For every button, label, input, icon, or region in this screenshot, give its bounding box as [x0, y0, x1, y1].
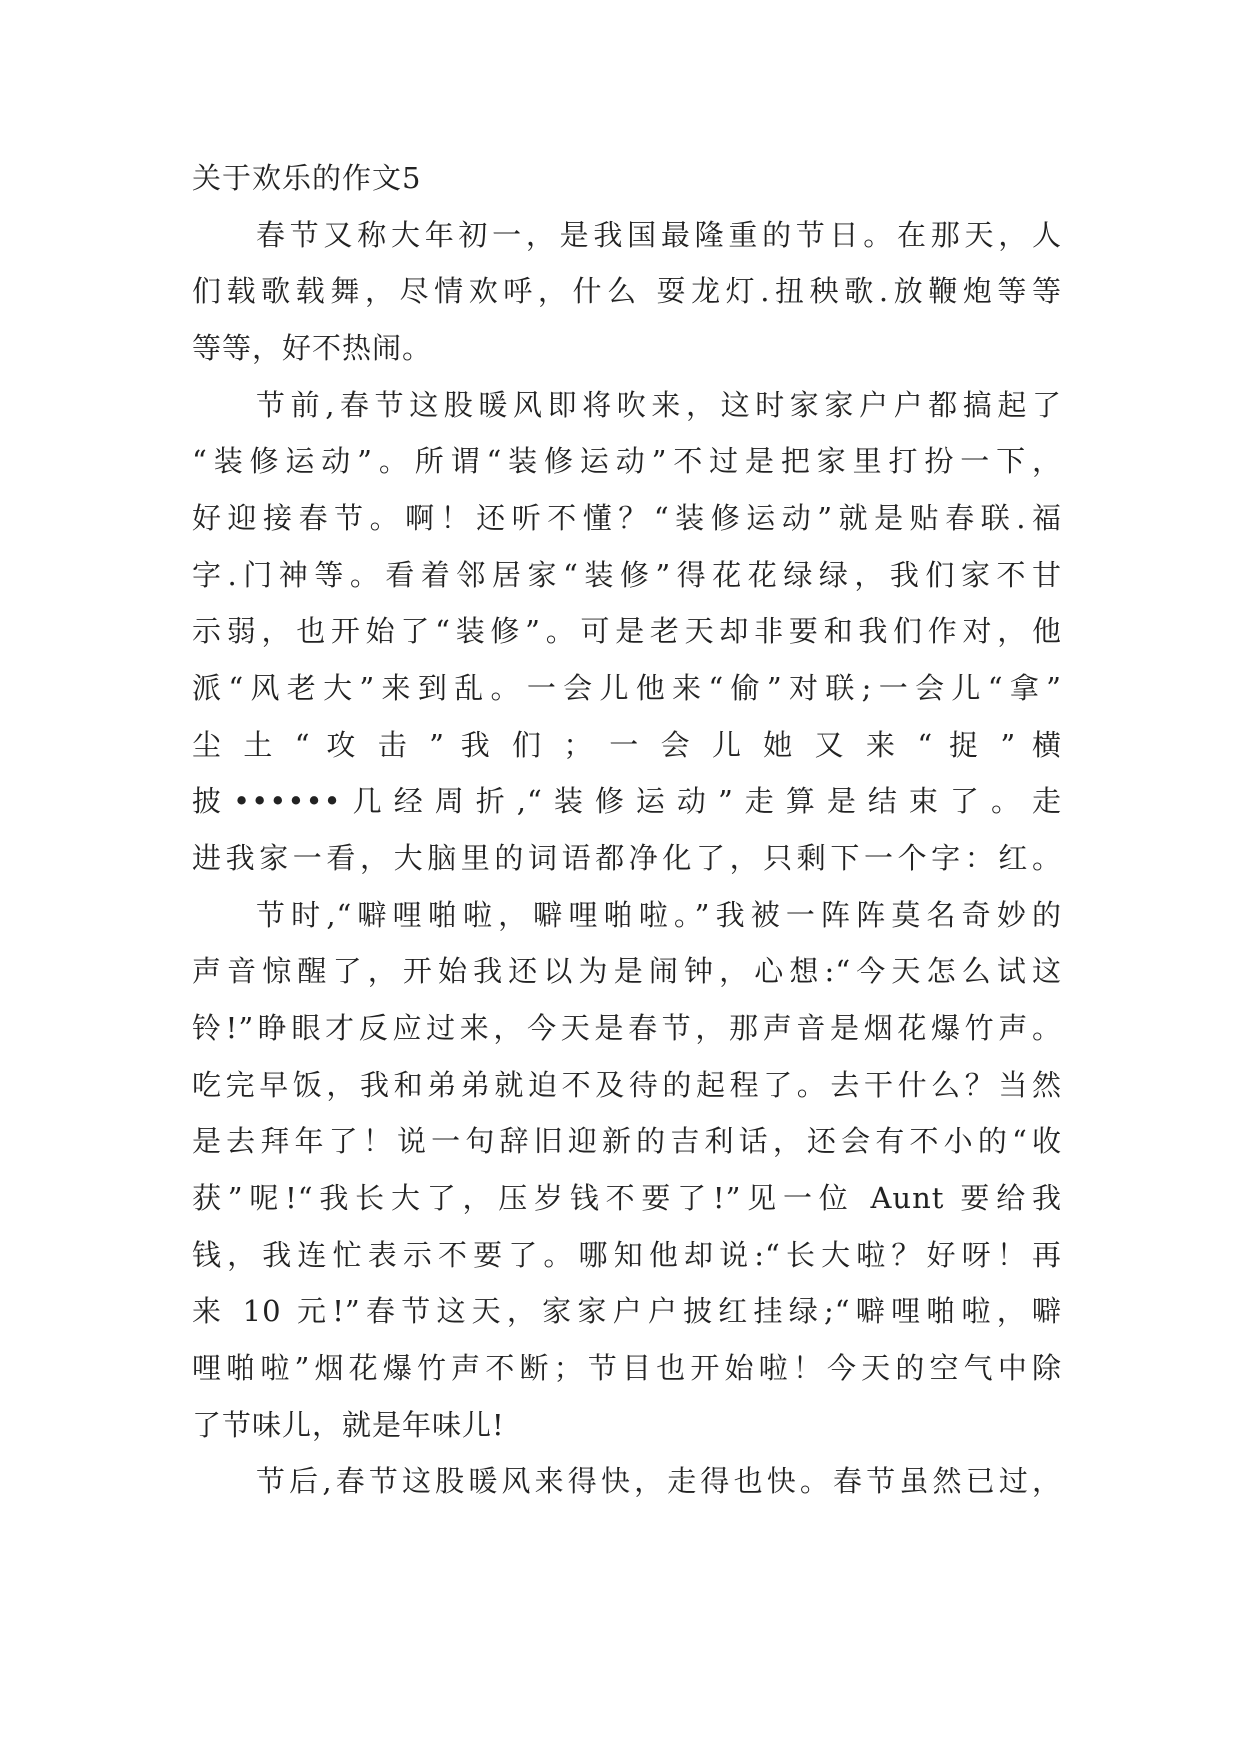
paragraph-3-line-4: 吃完早饭，我和弟弟就迫不及待的起程了。去干什么？当然 — [192, 1068, 1062, 1102]
paragraph-2-line-8: 披••••••几经周折,“装修运动”走算是结束了。走 — [192, 784, 1062, 818]
paragraph-1-line-2: 们载歌载舞，尽情欢呼，什么 耍龙灯.扭秧歌.放鞭炮等等 — [192, 274, 1062, 308]
paragraph-2-line-7: 尘 土 “ 攻 击 ” 我 们 ； 一 会 儿 她 又 来 “ 捉 ” 横 — [192, 728, 1062, 762]
paragraph-3-line-10: 了节味儿，就是年味儿! — [192, 1408, 505, 1442]
paragraph-2-line-1: 节前,春节这股暖风即将吹来，这时家家户户都搞起了 — [256, 388, 1062, 422]
paragraph-2-line-4: 字.门神等。看着邻居家“装修”得花花绿绿，我们家不甘 — [192, 558, 1062, 592]
paragraph-3-line-7: 钱，我连忙表示不要了。哪知他却说:“长大啦？好呀！再 — [192, 1238, 1062, 1272]
paragraph-2-line-3: 好迎接春节。啊！还听不懂？“装修运动”就是贴春联.福 — [192, 501, 1062, 535]
paragraph-3-line-9: 哩啪啦”烟花爆竹声不断；节目也开始啦！今天的空气中除 — [192, 1351, 1062, 1385]
paragraph-2-line-6: 派“风老大”来到乱。一会儿他来“偷”对联;一会儿“拿” — [192, 671, 1062, 705]
document-title: 关于欢乐的作文5 — [192, 161, 422, 195]
paragraph-1-line-1: 春节又称大年初一，是我国最隆重的节日。在那天，人 — [256, 218, 1062, 252]
paragraph-1-line-3: 等等，好不热闹。 — [192, 331, 433, 365]
paragraph-2-line-2: “装修运动”。所谓“装修运动”不过是把家里打扮一下， — [192, 444, 1062, 478]
paragraph-3-line-3: 铃!”睁眼才反应过来，今天是春节，那声音是烟花爆竹声。 — [192, 1011, 1062, 1045]
paragraph-3-line-6: 获”呢!“我长大了，压岁钱不要了!”见一位 Aunt 要给我 — [192, 1181, 1062, 1215]
paragraph-3-line-1: 节时,“噼哩啪啦，噼哩啪啦。”我被一阵阵莫名奇妙的 — [256, 898, 1062, 932]
paragraph-2-line-9: 进我家一看，大脑里的词语都净化了，只剩下一个字：红。 — [192, 841, 1062, 875]
paragraph-2-line-5: 示弱，也开始了“装修”。可是老天却非要和我们作对，他 — [192, 614, 1062, 648]
paragraph-3-line-8: 来 10 元!”春节这天，家家户户披红挂绿;“噼哩啪啦，噼 — [192, 1294, 1062, 1328]
paragraph-3-line-2: 声音惊醒了，开始我还以为是闹钟，心想:“今天怎么试这 — [192, 954, 1062, 988]
paragraph-4-line-1: 节后,春节这股暖风来得快，走得也快。春节虽然已过， — [256, 1464, 1062, 1498]
paragraph-3-line-5: 是去拜年了！说一句辞旧迎新的吉利话，还会有不小的“收 — [192, 1124, 1062, 1158]
